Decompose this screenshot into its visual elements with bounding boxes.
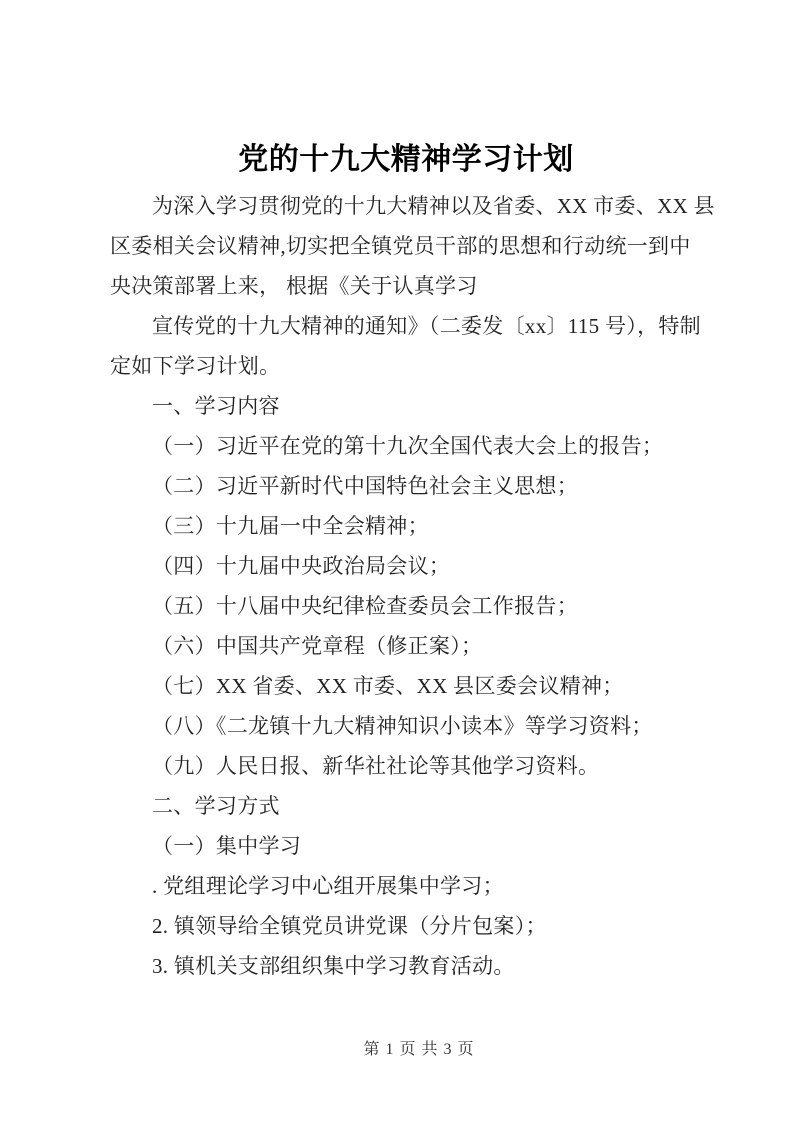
text-line: 央决策部署上来， 根据《关于认真学习 bbox=[110, 274, 478, 298]
document-content bbox=[110, 140, 715, 986]
text-line: 为深入学习贯彻党的十九大精神以及省委、XX 市委、XX 县 bbox=[152, 194, 715, 218]
text-line: （四）十九届中央政治局会议； bbox=[152, 554, 451, 578]
text-line: . 党组理论学习中心组开展集中学习； bbox=[152, 874, 504, 898]
document-title: 党的十九大精神学习计划 bbox=[238, 143, 574, 176]
text-line: 区委相关会议精神,切实把全镇党员干部的思想和行动统一到中 bbox=[110, 234, 691, 258]
text-line: 一、学习内容 bbox=[152, 394, 280, 418]
text-line: （八）《二龙镇十九大精神知识小读本》等学习资料； bbox=[152, 714, 653, 738]
text-line: 3. 镇机关支部组织集中学习教育活动。 bbox=[152, 954, 515, 978]
text-line: 定如下学习计划。 bbox=[110, 354, 281, 378]
text-line: （九）人民日报、新华社社论等其他学习资料。 bbox=[152, 754, 600, 778]
text-line: （七）XX 省委、XX 市委、XX 县区委会议精神； bbox=[152, 674, 624, 698]
text-line: （二）习近平新时代中国特色社会主义思想； bbox=[152, 474, 578, 498]
document-body bbox=[110, 186, 715, 986]
text-line: （五）十八届中央纪律检查委员会工作报告； bbox=[152, 594, 578, 618]
text-line: （六）中国共产党章程（修正案）； bbox=[152, 634, 483, 658]
text-line: 二、学习方式 bbox=[152, 794, 280, 818]
text-line: 宣传党的十九大精神的通知》（二委发〔xx〕115 号），特制 bbox=[152, 314, 701, 338]
text-line: 2. 镇领导给全镇党员讲党课（分片包案）； bbox=[152, 914, 547, 938]
text-line: （三）十九届一中全会精神； bbox=[152, 514, 429, 538]
page-number-footer: 第 1 页 共 3 页 bbox=[363, 1041, 475, 1058]
text-line: （一）习近平在党的第十九次全国代表大会上的报告； bbox=[152, 434, 664, 458]
text-line: （一）集中学习 bbox=[152, 834, 302, 858]
